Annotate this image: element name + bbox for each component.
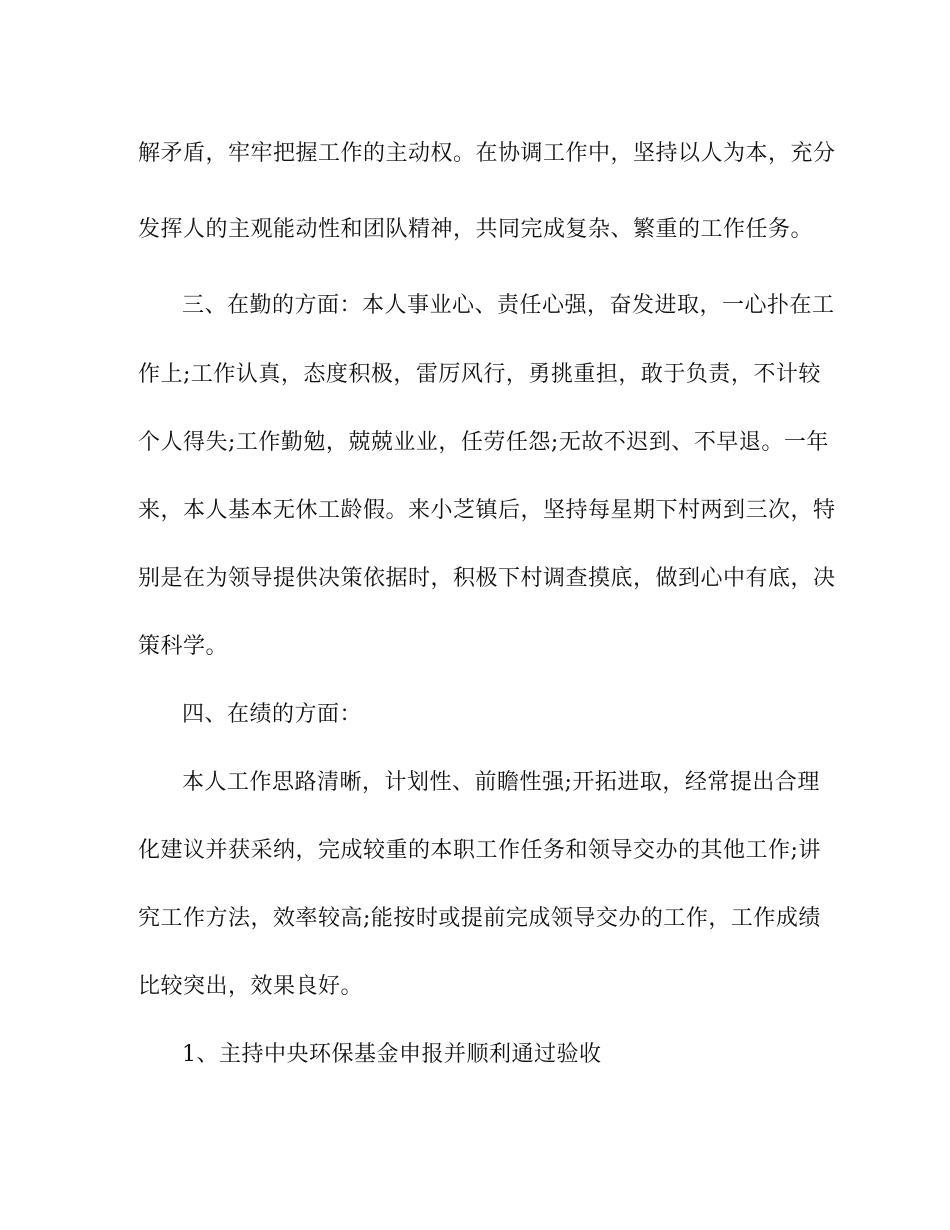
paragraph-line-6: 来，本人基本无休工龄假。来小芝镇后，坚持每星期下村两到三次，特 — [138, 498, 836, 523]
list-item-1: 1、主持中央环保基金申报并顺利通过验收 — [182, 1042, 602, 1067]
paragraph-line-1: 解矛盾，牢牢把握工作的主动权。在协调工作中，坚持以人为本，充分 — [138, 141, 836, 166]
paragraph-line-7: 别是在为领导提供决策依据时，积极下村调查摸底，做到心中有底，决 — [138, 566, 836, 591]
paragraph-line-8: 策科学。 — [138, 634, 229, 659]
section-three-heading-line: 三、在勤的方面：本人事业心、责任心强，奋发进取，一心扑在工 — [182, 293, 835, 318]
paragraph-line-4: 作上;工作认真，态度积极，雷厉风行，勇挑重担，敢于负责，不计较 — [138, 362, 821, 387]
paragraph-line-12: 究工作方法，效率较高;能按时或提前完成领导交办的工作，工作成绩 — [138, 906, 821, 931]
paragraph-line-11: 化建议并获采纳，完成较重的本职工作任务和领导交办的其他工作;讲 — [138, 838, 821, 863]
paragraph-line-13: 比较突出，效果良好。 — [138, 974, 364, 999]
paragraph-line-5: 个人得失;工作勤勉，兢兢业业，任劳任怨;无故不迟到、不早退。一年 — [138, 430, 829, 455]
paragraph-line-2: 发挥人的主观能动性和团队精神，共同完成复杂、繁重的工作任务。 — [138, 217, 814, 242]
section-four-heading: 四、在绩的方面： — [182, 702, 363, 727]
paragraph-line-10: 本人工作思路清晰，计划性、前瞻性强;开拓进取，经常提出合理 — [182, 770, 820, 795]
